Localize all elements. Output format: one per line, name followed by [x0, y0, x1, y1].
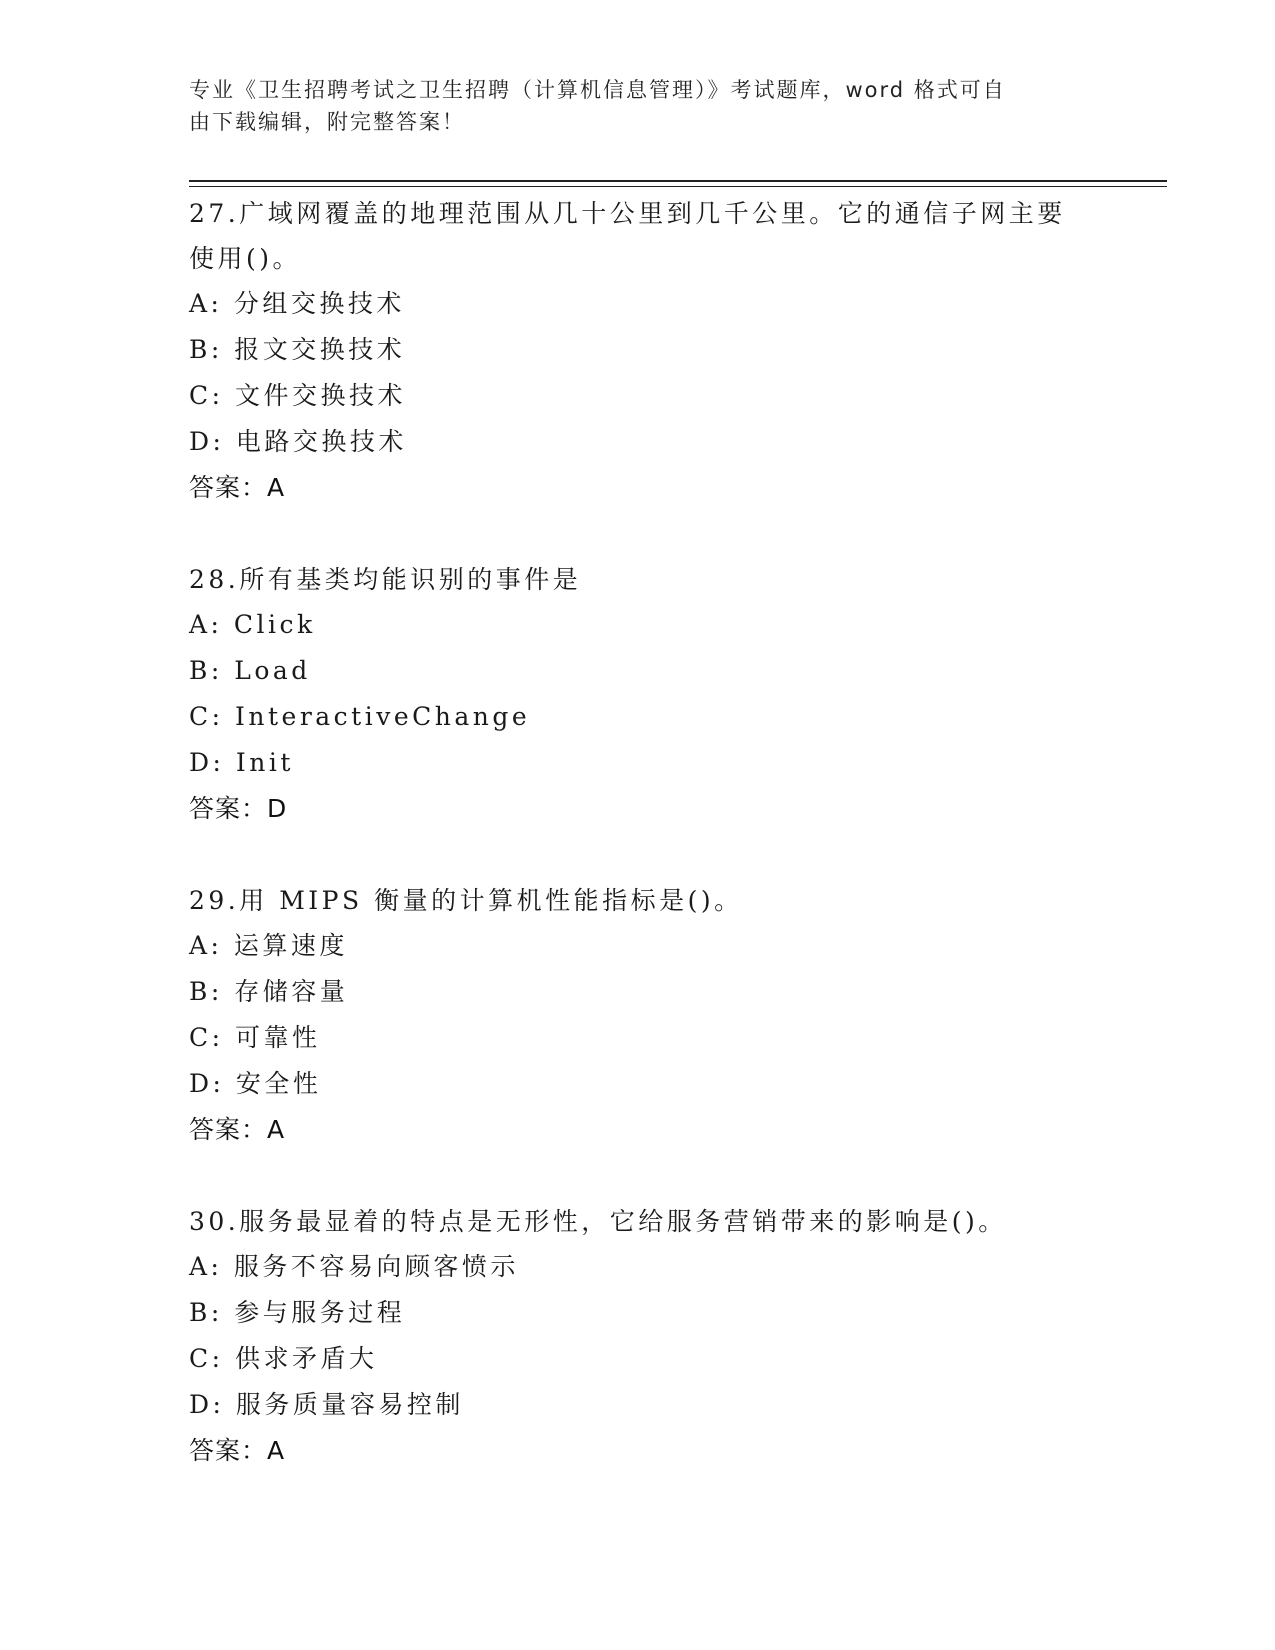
question-29 [189, 878, 1129, 1153]
option-b: B: 报文交换技术 [189, 335, 406, 364]
header-divider-thick [189, 180, 1167, 182]
question-30 [189, 1199, 1129, 1474]
option-a: A: 运算速度 [189, 931, 348, 960]
option-d: D: 安全性 [189, 1069, 322, 1098]
question-28 [189, 557, 1129, 832]
document-header [189, 74, 1089, 138]
question-text: 29.用 MIPS 衡量的计算机性能指标是()。 [189, 886, 743, 915]
option-b: B: 存储容量 [189, 977, 349, 1006]
option-b: B: 参与服务过程 [189, 1298, 406, 1327]
option-c: C: 可靠性 [189, 1023, 321, 1052]
header-line-1: 专业《卫生招聘考试之卫生招聘（计算机信息管理）》考试题库，word 格式可自 [189, 78, 1006, 102]
answer-line: 答案：A [189, 1115, 286, 1144]
header-line-2: 由下载编辑，附完整答案！ [189, 110, 465, 134]
option-c: C: 文件交换技术 [189, 381, 406, 410]
option-a: A: 服务不容易向顾客愤示 [189, 1252, 519, 1281]
question-text: 28.所有基类均能识别的事件是 [189, 565, 582, 594]
option-d: D: Init [189, 748, 294, 777]
option-c: C: 供求矛盾大 [189, 1344, 378, 1373]
option-b: B: Load [189, 656, 311, 685]
option-a: A: 分组交换技术 [189, 289, 405, 318]
question-list [189, 191, 1129, 1474]
question-text: 30.服务最显着的特点是无形性，它给服务营销带来的影响是()。 [189, 1207, 1007, 1236]
answer-line: 答案：D [189, 794, 288, 823]
option-d: D: 电路交换技术 [189, 427, 407, 456]
answer-line: 答案：A [189, 473, 286, 502]
question-text: 27.广域网覆盖的地理范围从几十公里到几千公里。它的通信子网主要 [189, 199, 1066, 228]
question-27 [189, 191, 1129, 511]
option-c: C: InteractiveChange [189, 702, 531, 731]
question-text-continued: 使用()。 [189, 244, 302, 273]
option-a: A: Click [189, 610, 316, 639]
answer-line: 答案：A [189, 1436, 286, 1465]
header-divider-thin [189, 186, 1167, 187]
option-d: D: 服务质量容易控制 [189, 1390, 464, 1419]
